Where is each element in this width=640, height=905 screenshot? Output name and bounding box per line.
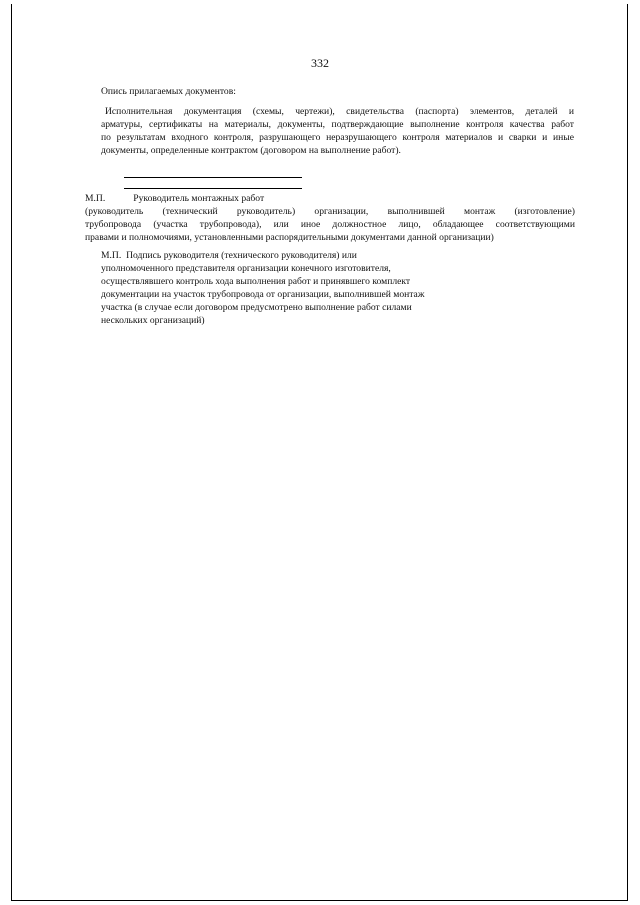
installation-head-title: Руководитель монтажных работ [133, 193, 265, 204]
page-border-left [11, 4, 12, 900]
supervisor-line-1-text: Подпись руководителя (технического руководителя) или [126, 250, 357, 261]
stamp-label-2: М.П. [101, 250, 122, 261]
page-border-bottom [11, 900, 628, 901]
inventory-text [101, 105, 574, 157]
installation-line-3: правами и полномочиями, установленными распорядительными документами данной организации) [85, 232, 494, 243]
signature-line-2 [124, 188, 302, 189]
page-number: 332 [311, 56, 329, 70]
inventory-line-1: Исполнительная документация (схемы, чертежи), свидетельства (паспорта) элементов, деталей и [105, 106, 574, 117]
supervisor-line-3: осуществлявшего контроль хода выполнения работ и принявшего комплект [101, 276, 411, 287]
stamp-label-1: М.П. [85, 193, 106, 204]
installation-line-2: трубопровода (участка трубопровода), или иное должностное лицо, обладающее соответствующими [85, 219, 575, 230]
installation-head-line [85, 192, 575, 205]
supervisor-line-5: участка (в случае если договором предусмотрено выполнение работ силами [101, 302, 412, 313]
inventory-line-4: документы, определенные контрактом (договором на выполнение работ). [101, 145, 401, 156]
inventory-line-3: по результатам входного контроля, разрушающего неразрушающего контроля материалов и сварки и иные [101, 132, 574, 143]
inventory-heading: Опись прилагаемых документов: [101, 86, 236, 97]
installation-line-1: (руководитель (технический руководитель) организации, выполнившей монтаж (изготовление) [85, 206, 575, 217]
page-border-right [627, 4, 628, 900]
supervisor-line-2: уполномоченного представителя организации конечного изготовителя, [101, 263, 391, 274]
supervisor-line-1 [101, 249, 461, 262]
supervisor-line-4: документации на участок трубопровода от организации, выполнившей монтаж [101, 289, 425, 300]
inventory-line-2: арматуры, сертификаты на материалы, документы, подтверждающие выполнение контроля качества работ [101, 119, 574, 130]
signature-line-1 [124, 177, 302, 178]
supervisor-line-6: нескольких организаций) [101, 315, 205, 326]
supervisor-block [101, 249, 461, 327]
installation-head-block [85, 192, 575, 244]
